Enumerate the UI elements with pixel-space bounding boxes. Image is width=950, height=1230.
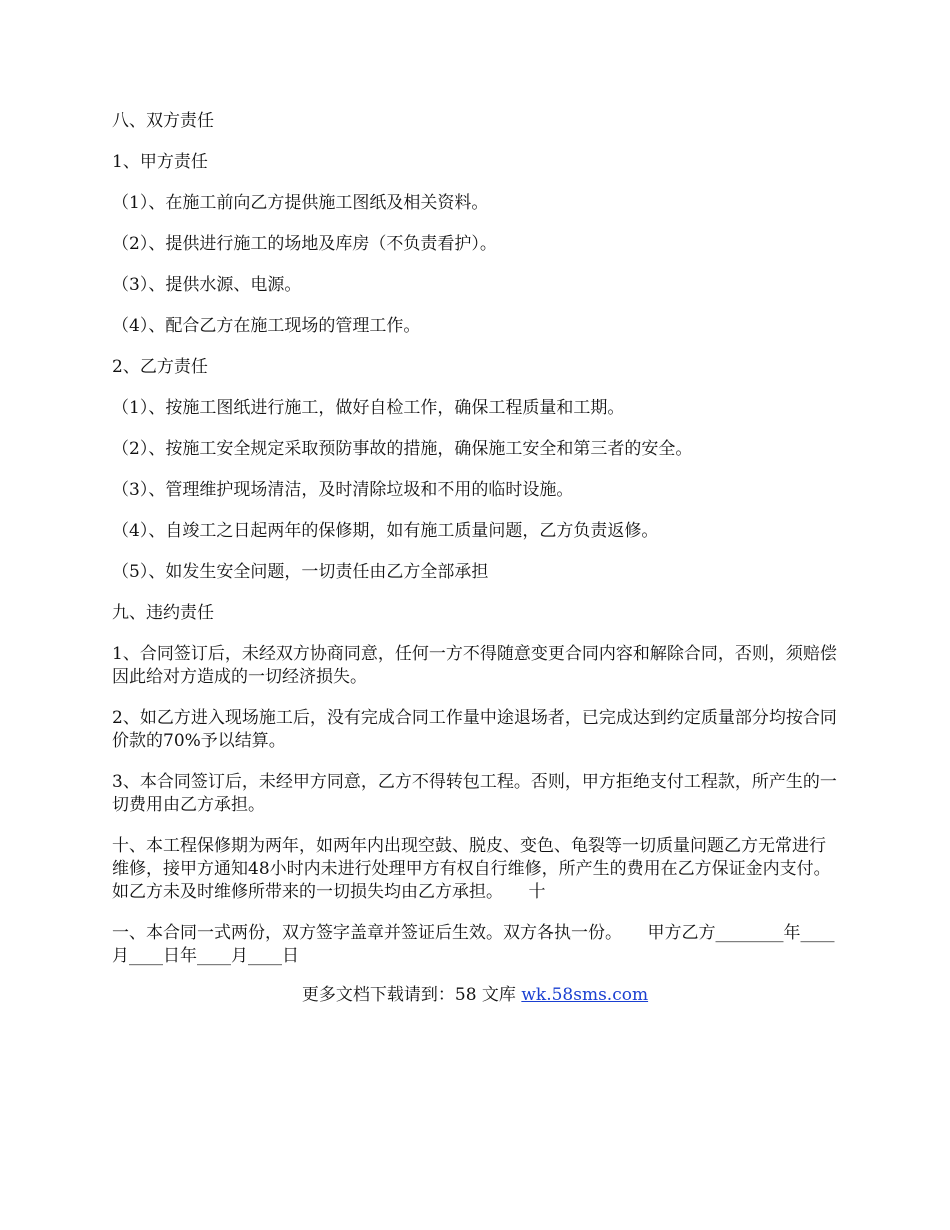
party-b-item-3: （3）、管理维护现场清洁，及时清除垃圾和不用的临时设施。 xyxy=(112,480,574,500)
footer-link[interactable]: wk.58sms.com xyxy=(521,985,649,1005)
party-a-item-1: （1）、在施工前向乙方提供施工图纸及相关资料。 xyxy=(112,193,489,213)
download-footer xyxy=(0,984,950,1007)
signature-clause: 一、本合同一式两份，双方签字盖章并签证后生效。双方各执一份。 甲方乙方________年____月____日年____月____日 xyxy=(112,923,835,966)
breach-clause-3: 3、本合同签订后，未经甲方同意，乙方不得转包工程。否则，甲方拒绝支付工程款，所产生的一切费用由乙方承担。 xyxy=(112,772,837,815)
party-b-item-2: （2）、按施工安全规定采取预防事故的措施，确保施工安全和第三者的安全。 xyxy=(112,439,693,459)
section-heading-8: 八、双方责任 xyxy=(112,111,214,131)
party-a-item-3: （3）、提供水源、电源。 xyxy=(112,275,302,295)
breach-clause-1: 1、合同签订后，未经双方协商同意，任何一方不得随意变更合同内容和解除合同，否则，须赔偿因此给对方造成的一切经济损失。 xyxy=(112,644,837,687)
party-a-heading: 1、甲方责任 xyxy=(112,152,208,172)
party-b-item-5: （5）、如发生安全问题，一切责任由乙方全部承担 xyxy=(112,562,489,582)
party-b-heading: 2、乙方责任 xyxy=(112,357,208,377)
party-a-item-4: （4）、配合乙方在施工现场的管理工作。 xyxy=(112,316,421,336)
footer-text: 更多文档下载请到：58 文库 xyxy=(301,985,522,1005)
document-body xyxy=(112,110,840,986)
party-b-item-1: （1）、按施工图纸进行施工，做好自检工作，确保工程质量和工期。 xyxy=(112,398,625,418)
section-heading-9: 九、违约责任 xyxy=(112,603,214,623)
breach-clause-2: 2、如乙方进入现场施工后，没有完成合同工作量中途退场者，已完成达到约定质量部分均按合同价款的70%予以结算。 xyxy=(112,708,837,751)
party-b-item-4: （4）、自竣工之日起两年的保修期，如有施工质量问题，乙方负责返修。 xyxy=(112,521,659,541)
warranty-clause: 十、本工程保修期为两年，如两年内出现空鼓、脱皮、变色、龟裂等一切质量问题乙方无常进行维修，接甲方通知48小时内未进行处理甲方有权自行维修，所产生的费用在乙方保证金内支付。如乙方未及时维修所带来的一切损失均由乙方承担。 十 xyxy=(112,836,831,902)
party-a-item-2: （2）、提供进行施工的场地及库房（不负责看护）。 xyxy=(112,234,497,254)
